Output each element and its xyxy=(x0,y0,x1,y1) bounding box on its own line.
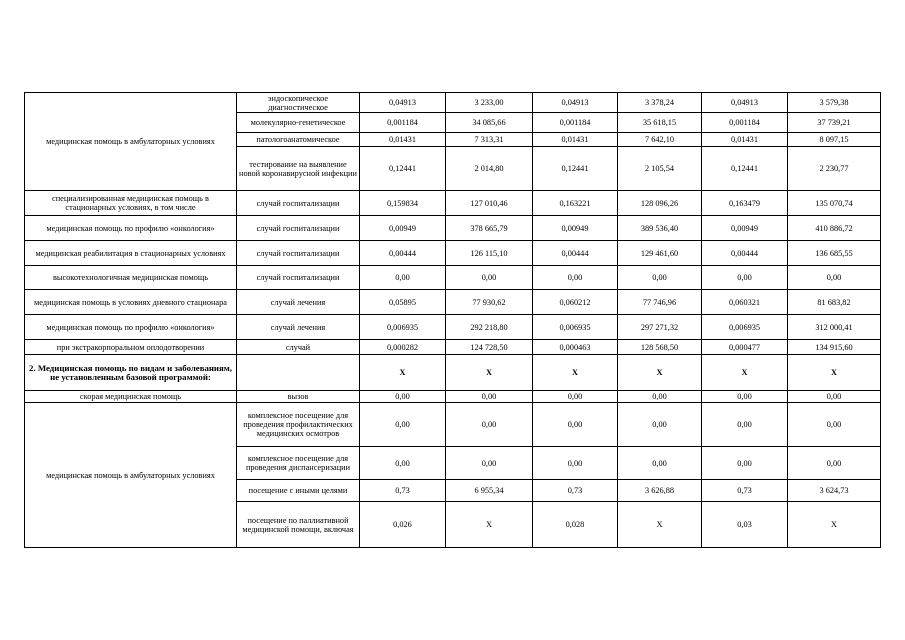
value-cell: 292 218,80 xyxy=(446,315,533,340)
row-title-cell: медицинская помощь в амбулаторных условиях xyxy=(25,403,237,548)
unit-cell: вызов xyxy=(237,391,360,403)
value-cell: 135 070,74 xyxy=(788,191,881,216)
value-cell: 124 728,50 xyxy=(446,340,533,355)
value-cell: 2 014,80 xyxy=(446,147,533,191)
value-cell: 2 230,77 xyxy=(788,147,881,191)
value-cell: X xyxy=(618,502,702,548)
value-cell: 0,00 xyxy=(360,266,446,290)
value-cell: 0,73 xyxy=(360,480,446,502)
value-cell: 37 739,21 xyxy=(788,113,881,133)
value-cell: 0,163479 xyxy=(702,191,788,216)
value-cell: 0,00 xyxy=(788,391,881,403)
value-cell: 81 683,82 xyxy=(788,290,881,315)
value-cell: 0,00444 xyxy=(702,241,788,266)
unit-cell: тестирование на выявление новой коронавирусной инфекции xyxy=(237,147,360,191)
unit-cell: эндоскопическое диагностическое xyxy=(237,93,360,113)
unit-cell: посещение с иными целями xyxy=(237,480,360,502)
value-cell: 0,006935 xyxy=(533,315,618,340)
value-cell: X xyxy=(618,355,702,391)
row-title-cell: при экстракорпоральном оплодотворении xyxy=(25,340,237,355)
row-title-cell: медицинская помощь в условиях дневного стационара xyxy=(25,290,237,315)
value-cell: X xyxy=(533,355,618,391)
value-cell: 0,04913 xyxy=(533,93,618,113)
value-cell: 0,00 xyxy=(618,391,702,403)
value-cell: 0,028 xyxy=(533,502,618,548)
value-cell: 0,006935 xyxy=(360,315,446,340)
value-cell: 0,00 xyxy=(702,391,788,403)
unit-cell: случай госпитализации xyxy=(237,191,360,216)
value-cell: 0,00 xyxy=(788,447,881,480)
table-row xyxy=(25,191,881,216)
value-cell: 0,00 xyxy=(788,266,881,290)
value-cell: 0,001184 xyxy=(533,113,618,133)
value-cell: 127 010,46 xyxy=(446,191,533,216)
value-cell: 129 461,60 xyxy=(618,241,702,266)
value-cell: 0,00 xyxy=(446,266,533,290)
value-cell: 35 618,15 xyxy=(618,113,702,133)
value-cell: 0,03 xyxy=(702,502,788,548)
table-row xyxy=(25,241,881,266)
value-cell: 134 915,60 xyxy=(788,340,881,355)
value-cell: 0,00444 xyxy=(360,241,446,266)
value-cell: 0,00 xyxy=(446,391,533,403)
value-cell: 0,00 xyxy=(702,447,788,480)
value-cell: 0,00 xyxy=(360,391,446,403)
value-cell: 0,00 xyxy=(702,403,788,447)
unit-cell: случай xyxy=(237,340,360,355)
unit-cell: патологоанатомическое xyxy=(237,133,360,147)
table-row xyxy=(25,290,881,315)
value-cell: X xyxy=(446,502,533,548)
value-cell: 0,04913 xyxy=(702,93,788,113)
row-title-cell: скорая медицинская помощь xyxy=(25,391,237,403)
value-cell: 0,163221 xyxy=(533,191,618,216)
value-cell: 3 626,88 xyxy=(618,480,702,502)
value-cell: 0,00 xyxy=(618,266,702,290)
value-cell: 136 685,55 xyxy=(788,241,881,266)
unit-cell xyxy=(237,355,360,391)
unit-cell: комплексное посещение для проведения диспансеризации xyxy=(237,447,360,480)
unit-cell: посещение по паллиативной медицинской помощи, включая xyxy=(237,502,360,548)
table-row xyxy=(25,403,881,447)
row-title-cell: специализированная медицинская помощь в стационарных условиях, в том числе xyxy=(25,191,237,216)
value-cell: 0,00949 xyxy=(360,216,446,241)
table-row xyxy=(25,340,881,355)
value-cell: 0,05895 xyxy=(360,290,446,315)
value-cell: X xyxy=(702,355,788,391)
row-title-cell: медицинская реабилитация в стационарных условиях xyxy=(25,241,237,266)
value-cell: 128 568,50 xyxy=(618,340,702,355)
value-cell: 0,006935 xyxy=(702,315,788,340)
value-cell: 0,000477 xyxy=(702,340,788,355)
value-cell: 0,00 xyxy=(533,403,618,447)
value-cell: 0,00 xyxy=(533,447,618,480)
value-cell: 0,12441 xyxy=(702,147,788,191)
value-cell: 0,060321 xyxy=(702,290,788,315)
value-cell: 128 096,26 xyxy=(618,191,702,216)
unit-cell: случай госпитализации xyxy=(237,266,360,290)
value-cell: 7 642,10 xyxy=(618,133,702,147)
value-cell: 34 085,66 xyxy=(446,113,533,133)
value-cell: 0,73 xyxy=(702,480,788,502)
row-title-cell: медицинская помощь по профилю «онкология» xyxy=(25,315,237,340)
value-cell: 0,00 xyxy=(360,403,446,447)
value-cell: 2 105,54 xyxy=(618,147,702,191)
value-cell: 0,060212 xyxy=(533,290,618,315)
value-cell: 410 886,72 xyxy=(788,216,881,241)
value-cell: 0,00 xyxy=(533,266,618,290)
value-cell: 0,12441 xyxy=(360,147,446,191)
row-title-cell: медицинская помощь в амбулаторных условиях xyxy=(25,93,237,191)
value-cell: 312 000,41 xyxy=(788,315,881,340)
value-cell: 0,001184 xyxy=(702,113,788,133)
value-cell: 0,026 xyxy=(360,502,446,548)
value-cell: 3 233,00 xyxy=(446,93,533,113)
value-cell: 0,001184 xyxy=(360,113,446,133)
table-row xyxy=(25,93,881,113)
value-cell: 6 955,34 xyxy=(446,480,533,502)
value-cell: X xyxy=(360,355,446,391)
row-title-cell: 2. Медицинская помощь по видам и заболеваниям, не установленным базовой программой: xyxy=(25,355,237,391)
value-cell: 0,000463 xyxy=(533,340,618,355)
value-cell: X xyxy=(788,502,881,548)
unit-cell: комплексное посещение для проведения профилактических медицинских осмотров xyxy=(237,403,360,447)
row-title-cell: медицинская помощь по профилю «онкология» xyxy=(25,216,237,241)
value-cell: 0,01431 xyxy=(533,133,618,147)
unit-cell: молекулярно-генетическое xyxy=(237,113,360,133)
value-cell: 297 271,32 xyxy=(618,315,702,340)
value-cell: 0,01431 xyxy=(702,133,788,147)
value-cell: 3 378,24 xyxy=(618,93,702,113)
value-cell: X xyxy=(788,355,881,391)
value-cell: 0,000282 xyxy=(360,340,446,355)
unit-cell: случай лечения xyxy=(237,290,360,315)
value-cell: 7 313,31 xyxy=(446,133,533,147)
table-row xyxy=(25,266,881,290)
value-cell: 0,73 xyxy=(533,480,618,502)
value-cell: 0,00 xyxy=(446,447,533,480)
value-cell: 0,00 xyxy=(618,447,702,480)
value-cell: 0,00949 xyxy=(533,216,618,241)
value-cell: 0,159834 xyxy=(360,191,446,216)
value-cell: 378 665,79 xyxy=(446,216,533,241)
value-cell: 126 115,10 xyxy=(446,241,533,266)
value-cell: 77 746,96 xyxy=(618,290,702,315)
row-title-cell: высокотехнологичная медицинская помощь xyxy=(25,266,237,290)
value-cell: 3 624,73 xyxy=(788,480,881,502)
table-row xyxy=(25,216,881,241)
value-cell: X xyxy=(446,355,533,391)
value-cell: 0,00 xyxy=(446,403,533,447)
value-cell: 0,00 xyxy=(788,403,881,447)
value-cell: 0,00 xyxy=(618,403,702,447)
value-cell: 0,00949 xyxy=(702,216,788,241)
unit-cell: случай госпитализации xyxy=(237,241,360,266)
unit-cell: случай госпитализации xyxy=(237,216,360,241)
data-table xyxy=(24,92,881,548)
value-cell: 0,12441 xyxy=(533,147,618,191)
value-cell: 389 536,40 xyxy=(618,216,702,241)
unit-cell: случай лечения xyxy=(237,315,360,340)
table-body xyxy=(25,93,881,548)
value-cell: 77 930,62 xyxy=(446,290,533,315)
value-cell: 0,00444 xyxy=(533,241,618,266)
value-cell: 0,04913 xyxy=(360,93,446,113)
value-cell: 0,01431 xyxy=(360,133,446,147)
value-cell: 0,00 xyxy=(702,266,788,290)
table-row xyxy=(25,391,881,403)
value-cell: 0,00 xyxy=(360,447,446,480)
value-cell: 0,00 xyxy=(533,391,618,403)
table-row xyxy=(25,355,881,391)
value-cell: 8 097,15 xyxy=(788,133,881,147)
value-cell: 3 579,38 xyxy=(788,93,881,113)
table-row xyxy=(25,315,881,340)
